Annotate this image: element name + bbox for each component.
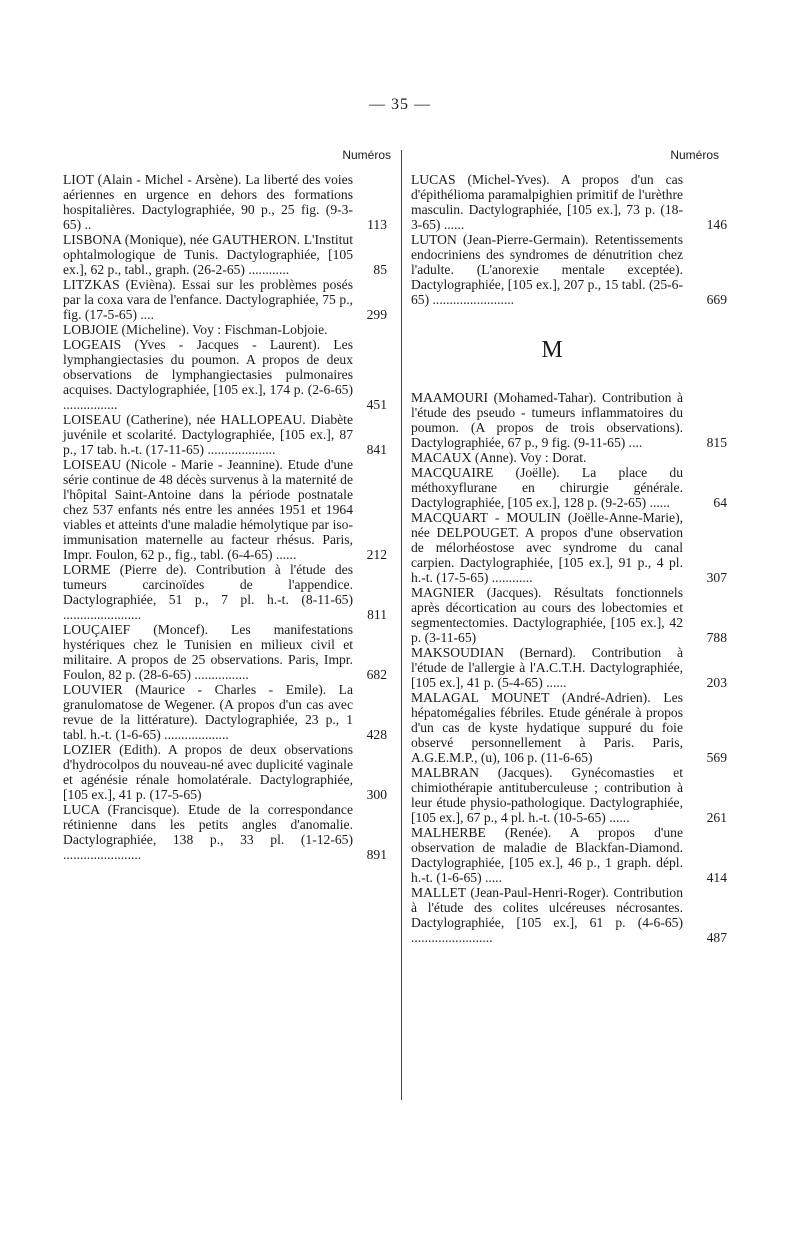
- index-entry: [411, 172, 733, 232]
- index-entry: [411, 885, 733, 945]
- index-entry: [411, 765, 733, 825]
- entry-number: 815: [706, 435, 727, 450]
- index-entry: [63, 622, 393, 682]
- entry-number: 414: [706, 870, 727, 885]
- entry-number: 261: [706, 810, 727, 825]
- entry-number: 841: [366, 442, 387, 457]
- entry-number: 788: [706, 630, 727, 645]
- entry-number: 212: [366, 547, 387, 562]
- entry-text: MAGNIER (Jacques). Résultats fonctionnels après décortication au cours des lobectomies et segmentectomies. Dactylographiée, [105 ex.], 42 p. (3-11-65): [411, 585, 683, 645]
- index-entry: [411, 390, 733, 450]
- entry-number: 669: [706, 292, 727, 307]
- entry-text: LOISEAU (Nicole - Marie - Jeannine). Etude d'une série continue de 48 décès survenus à la maternité de l'hôpital Saint-Antoine dans la période postnatale chez 537 enfants nés entre les années 1951 et 1964 viables et atteints d'une maladie hémolytique par iso-immunisation maternelle au facteur rhésus. Paris, Impr. Foulon, 62 p., fig., tabl. (6-4-65) ......: [63, 457, 353, 562]
- entry-text: LOUVIER (Maurice - Charles - Emile). La granulomatose de Wegener. (A propos d'un cas avec revue de la littérature). Dactylographiée, 23 p., 1 tabl. h.-t. (1-6-65) ...................: [63, 682, 353, 742]
- index-entry: [63, 412, 393, 457]
- entry-text: LORME (Pierre de). Contribution à l'étude des tumeurs carcinoïdes de l'appendice. Dactylographiée, 51 p., 7 pl. h.-t. (8-11-65) .......................: [63, 562, 353, 622]
- column-divider: [401, 150, 402, 1100]
- entry-text: LOZIER (Edith). A propos de deux observations d'hydrocolpos du nouveau-né avec duplicité vaginale et agénésie rénale homolatérale. Dactylographiée, [105 ex.], 41 p. (17-5-65): [63, 742, 353, 802]
- section-letter: M: [541, 337, 563, 363]
- index-entry: [411, 450, 733, 465]
- right-entry-list-bottom: [411, 390, 733, 945]
- entry-number: 203: [706, 675, 727, 690]
- entry-text: MACQUAIRE (Joëlle). La place du méthoxyflurane en chirurgie générale. Dactylographiée, [105 ex.], 128 p. (9-2-65) ......: [411, 465, 683, 510]
- entry-number: 307: [706, 570, 727, 585]
- entry-number: 299: [366, 307, 387, 322]
- index-entry: [411, 510, 733, 585]
- entry-text: LOISEAU (Catherine), née HALLOPEAU. Diabète juvénile et scolarité. Dactylographiée, [105 ex.], 87 p., 17 tab. h.-t. (17-11-65) ....................: [63, 412, 353, 457]
- entry-text: MACAUX (Anne). Voy : Dorat.: [411, 450, 587, 465]
- index-entry: [63, 337, 393, 412]
- entry-text: MALLET (Jean-Paul-Henri-Roger). Contribution à l'étude des colites ulcéreuses nécrosantes. Dactylographiée, [105 ex.], 61 p. (4-6-65) ........................: [411, 885, 683, 945]
- entry-text: LUCAS (Michel-Yves). A propos d'un cas d'épithélioma paramalpighien primitif de l'urèthre masculin. Dactylographiée, [105 ex.], 73 p. (18-3-65) ......: [411, 172, 683, 232]
- entry-number: 569: [706, 750, 727, 765]
- index-entry: [63, 232, 393, 277]
- entry-text: LOUÇAIEF (Moncef). Les manifestations hystériques chez le Tunisien en milieux civil et militaire. A propos de 25 observations. Paris, Impr. Foulon, 82 p. (28-6-65) ................: [63, 622, 353, 682]
- entry-text: LOBJOIE (Micheline). Voy : Fischman-Lobjoie.: [63, 322, 328, 337]
- entry-text: MALHERBE (Renée). A propos d'une observation de maladie de Blackfan-Diamond. Dactylographiée, [105 ex.], 46 p., 1 graph. dépl. h.-t. (1-6-65) .....: [411, 825, 683, 885]
- index-entry: [63, 322, 393, 337]
- index-entry: [63, 457, 393, 562]
- entry-number: 300: [366, 787, 387, 802]
- entry-number: 428: [366, 727, 387, 742]
- index-entry: [63, 277, 393, 322]
- entry-text: MAAMOURI (Mohamed-Tahar). Contribution à l'étude des pseudo - tumeurs inflammatoires du poumon. (A propos de trois observations). Dactylographiée, 67 p., 9 fig. (9-11-65) ....: [411, 390, 683, 450]
- index-entry: [411, 825, 733, 885]
- entry-number: 487: [706, 930, 727, 945]
- index-entry: [63, 562, 393, 622]
- entry-number: 85: [373, 262, 387, 277]
- entry-text: LISBONA (Monique), née GAUTHERON. L'Institut ophtalmologique de Tunis. Dactylographiée, [105 ex.], 62 p., tabl., graph. (26-2-65) ............: [63, 232, 353, 277]
- index-entry: [63, 802, 393, 862]
- right-column: [411, 148, 733, 945]
- entry-number: 64: [713, 495, 727, 510]
- entry-number: 891: [366, 847, 387, 862]
- index-entry: [411, 690, 733, 765]
- left-column-header: Numéros: [342, 148, 391, 162]
- entry-number: 451: [366, 397, 387, 412]
- right-column-header: Numéros: [670, 148, 719, 162]
- index-entry: [63, 172, 393, 232]
- entry-text: MAKSOUDIAN (Bernard). Contribution à l'étude de l'allergie à l'A.C.T.H. Dactylographiée, [105 ex.], 41 p. (5-4-65) ......: [411, 645, 683, 690]
- index-entry: [411, 645, 733, 690]
- entry-number: 682: [366, 667, 387, 682]
- page-number: — 35 —: [369, 96, 431, 113]
- entry-number: 113: [367, 217, 387, 232]
- entry-text: LUCA (Francisque). Etude de la correspondance rétinienne dans les petits angles d'anomalie. Dactylographiée, 138 p., 33 pl. (1-12-65) .......................: [63, 802, 353, 862]
- entry-number: 811: [367, 607, 387, 622]
- entry-text: LITZKAS (Evièna). Essai sur les problèmes posés par la coxa vara de l'enfance. Dactylographiée, 75 p., fig. (17-5-65) ....: [63, 277, 353, 322]
- entry-text: MALAGAL MOUNET (André-Adrien). Les hépatomégalies fébriles. Etude générale à propos d'un cas de kyste hydatique suppuré du foie observé personnellement à Paris. Paris, A.G.E.M.P., (u), 106 p. (11-6-65): [411, 690, 683, 765]
- left-entry-list: [63, 172, 393, 862]
- entry-text: LUTON (Jean-Pierre-Germain). Retentissements endocriniens des syndromes de dénutrition chez l'adulte. (L'anorexie mentale exceptée). Dactylographiée, [105 ex.], 207 p., 15 tabl. (25-6-65) ........................: [411, 232, 683, 307]
- entry-text: MACQUART - MOULIN (Joëlle-Anne-Marie), née DELPOUGET. A propos d'une observation de mélorhéostose avec syndrome du canal carpien. Dactylographiée, [105 ex.], 91 p., 4 pl. h.-t. (17-5-65) ............: [411, 510, 683, 585]
- index-entry: [411, 585, 733, 645]
- entry-number: 146: [706, 217, 727, 232]
- right-entry-list-top: [411, 172, 733, 307]
- left-column: [63, 148, 393, 862]
- index-entry: [411, 232, 733, 307]
- index-entry: [63, 742, 393, 802]
- index-entry: [411, 465, 733, 510]
- entry-text: MALBRAN (Jacques). Gynécomasties et chimiothérapie antituberculeuse ; contribution à leur étude physio-pathologique. Dactylographiée, [105 ex.], 67 p., 4 pl. h.-t. (10-5-65) ......: [411, 765, 683, 825]
- entry-text: LIOT (Alain - Michel - Arsène). La liberté des voies aériennes en urgence en dehors des formations hospitalières. Dactylographiée, 90 p., 25 fig. (9-3-65) ..: [63, 172, 353, 232]
- entry-text: LOGEAIS (Yves - Jacques - Laurent). Les lymphangiectasies du poumon. A propos de deux observations de lymphangiectasies pulmonaires acquises. Dactylographiée, [105 ex.], 174 p. (2-6-65) ................: [63, 337, 353, 412]
- index-entry: [63, 682, 393, 742]
